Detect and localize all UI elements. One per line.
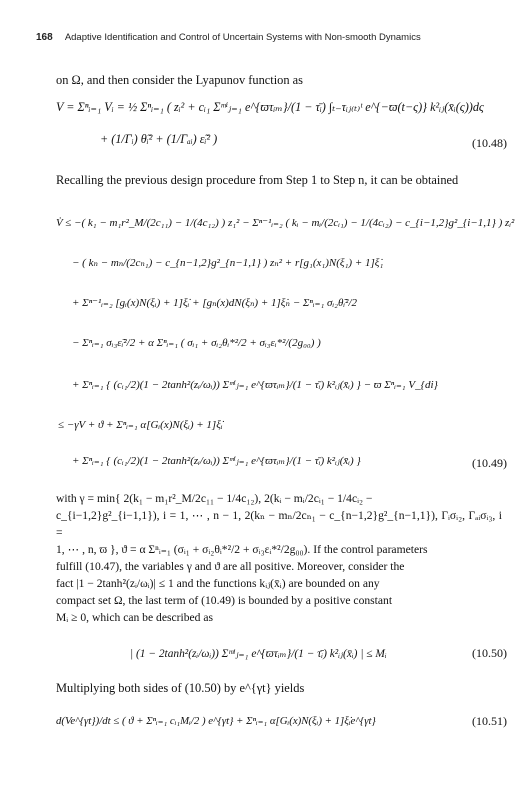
definitions-line4: fulfill (10.47), the variables γ and ϑ are all positive. Moreover, consider the bbox=[56, 560, 405, 573]
paragraph-recalling: Recalling the previous design procedure from Step 1 to Step n, it can be obtained bbox=[56, 173, 459, 187]
definitions-line1: with γ = min{ 2(k₁ − m₁r²_M/2c₁₁ − 1/4c₁₂), 2(kᵢ − mᵢ/2cᵢ₁ − 1/4cᵢ₂ − bbox=[56, 492, 373, 505]
running-title: Adaptive Identification and Control of Uncertain Systems with Non-smooth Dynamics bbox=[64, 32, 421, 43]
paragraph-intro: on Ω, and then consider the Lyapunov function as bbox=[56, 73, 303, 87]
equation-10-48-line2 bbox=[100, 132, 502, 147]
definitions-line6: compact set Ω, the last term of (10.49) is bounded by a positive constant bbox=[56, 594, 393, 607]
definitions-line5: fact |1 − 2tanh²(zᵢ/ωᵢ)| ≤ 1 and the functions kᵢⱼ(x̄ᵢ) are bounded on any bbox=[56, 577, 380, 590]
equation-10-49-line4: − Σⁿᵢ₌₁ σᵢ₃ε̃ᵢ²/2 + α Σⁿᵢ₌₁ ( σᵢ₁ + σᵢ₂θᵢ*²/2 + σᵢ₃εᵢ*²/(2g₀₀) ) bbox=[72, 337, 321, 349]
definitions-line7: Mᵢ ≥ 0, which can be described as bbox=[56, 611, 213, 624]
equation-10-49-line7: + Σⁿᵢ₌₁ { (cᵢ₁/2)(1 − 2tanh²(zᵢ/ωᵢ)) Σᵐⁱⱼ₌₁ e^{ϖτᵢₘ}/(1 − τ̄ᵢ) k²ᵢⱼ(x̄ᵢ) } bbox=[72, 455, 361, 467]
page-number: 168 bbox=[36, 32, 53, 43]
definitions-line3: 1, ⋯ , n, ϖ }, ϑ = α Σⁿᵢ₌₁ (σᵢ₁ + σᵢ₂θᵢ*²/2 + σᵢ₃εᵢ*²/2g₀₀). If the control parameters bbox=[56, 543, 428, 556]
equation-10-49-line2: − ( kₙ − mₙ/(2cₙ₁) − c_{n−1,2}g²_{n−1,1} ) zₙ² + r[g₁(x₁)N(ξ₁) + 1]ξ̇₁ bbox=[72, 257, 384, 269]
equation-10-49-line1: V̇ ≤ −( k₁ − m₁r²_M/(2c₁₁) − 1/(4c₁₂) ) z₁² − Σⁿ⁻¹ᵢ₌₂ ( kᵢ − mᵢ/(2cᵢ₁) − 1/(4cᵢ₂) − c_{i−1,2}g²_{i−1,1} ) zᵢ² bbox=[56, 217, 515, 229]
equation-10-48-line1: V = Σⁿᵢ₌₁ Vᵢ = ½ Σⁿᵢ₌₁ ( zᵢ² + cᵢ₁ Σᵐⁱⱼ₌₁ e^{ϖτᵢₘ}/(1 − τ̄ᵢ) ∫ₜ₋τᵢⱼ₍ₜ₎ᵗ e^{−ϖ(t−ς)} k²ᵢⱼ(x̄ᵢ(ς))dς bbox=[56, 100, 484, 114]
equation-10-49-line6: ≤ −γV + ϑ + Σⁿᵢ₌₁ α[Gᵢ(x)N(ξᵢ) + 1]ξ̇ᵢ bbox=[58, 419, 223, 431]
equation-10-50: | (1 − 2tanh²(zᵢ/ωᵢ)) Σᵐⁱⱼ₌₁ e^{ϖτᵢₘ}/(1 − τ̄ᵢ) k²ᵢⱼ(x̄ᵢ) | ≤ Mᵢ bbox=[130, 648, 387, 660]
equation-number-10-48: (10.48) bbox=[472, 136, 507, 150]
equation-10-48-line2-text: + (1/Γᵢ) θ̃ᵢ² + (1/Γₐᵢ) ε̃ᵢ² ) bbox=[100, 132, 218, 146]
equation-number-10-51: (10.51) bbox=[472, 714, 507, 728]
equation-10-51: d(Ve^{γt})/dt ≤ ( ϑ + Σⁿᵢ₌₁ cᵢ₁Mᵢ/2 ) e^{γt} + Σⁿᵢ₌₁ α[Gᵢ(x)N(ξᵢ) + 1]ξ̇ᵢe^{γt} bbox=[56, 715, 376, 727]
paragraph-multiplying: Multiplying both sides of (10.50) by e^{γt} yields bbox=[56, 681, 305, 695]
equation-10-49-line5: + Σⁿᵢ₌₁ { (cᵢ₁/2)(1 − 2tanh²(zᵢ/ωᵢ)) Σᵐⁱⱼ₌₁ e^{ϖτᵢₘ}/(1 − τ̄ᵢ) k²ᵢⱼ(x̄ᵢ) } − ϖ Σⁿᵢ₌₁ V_{di} bbox=[72, 379, 438, 391]
paragraph-definitions bbox=[56, 490, 502, 626]
running-header bbox=[36, 32, 496, 43]
equation-number-10-50: (10.50) bbox=[472, 646, 507, 660]
equation-number-10-49: (10.49) bbox=[472, 456, 507, 470]
equation-10-49-line3: + Σⁿ⁻¹ᵢ₌₂ [gᵢ(x)N(ξᵢ) + 1]ξ̇ᵢ + [gₙ(x)dN(ξₙ) + 1]ξ̇ₙ − Σⁿᵢ₌₁ σᵢ₂θ̃ᵢ²/2 bbox=[72, 297, 358, 309]
definitions-line2: c_{i−1,2}g²_{i−1,1}), i = 1, ⋯ , n − 1, 2(kₙ − mₙ/2cₙ₁ − c_{n−1,2}g²_{n−1,1}), Γᵢσᵢ₂, Γₐᵢσᵢ₃, i = bbox=[56, 509, 502, 539]
